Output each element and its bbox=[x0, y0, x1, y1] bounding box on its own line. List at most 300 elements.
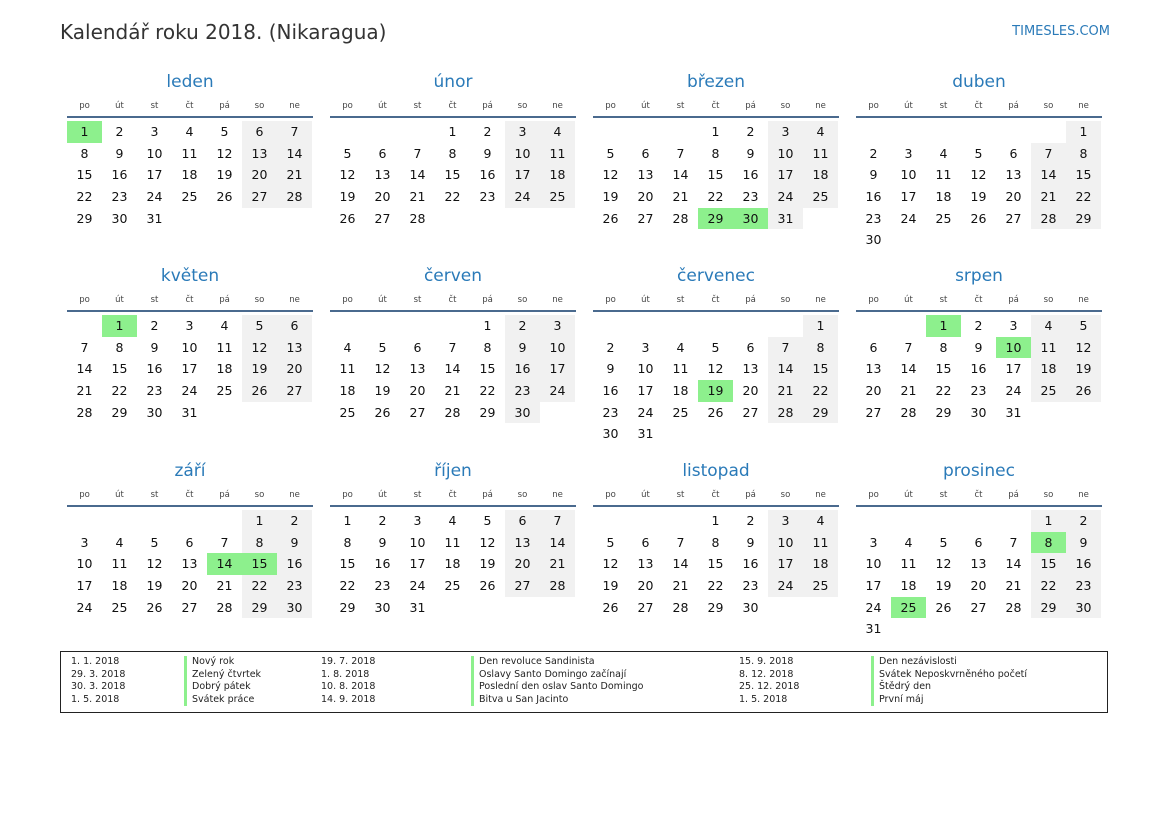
days-grid bbox=[856, 121, 1101, 251]
day-cell: 13 bbox=[970, 556, 987, 572]
day-cell: 30 bbox=[277, 597, 312, 619]
empty-cell bbox=[67, 510, 102, 532]
day-cell: 22 bbox=[479, 383, 496, 399]
day-cell: 30 bbox=[865, 232, 882, 248]
day-cell: 2 bbox=[150, 318, 159, 333]
holiday-day: 10 bbox=[996, 337, 1031, 359]
day-cell: 27 bbox=[637, 599, 654, 615]
day-cell: 6 bbox=[869, 339, 878, 355]
day-cell: 16 bbox=[602, 383, 619, 399]
day-cell: 14 bbox=[1031, 164, 1066, 186]
month-9 bbox=[67, 459, 313, 618]
legend-date: 15. 9. 2018 bbox=[739, 656, 794, 667]
day-cell: 6 bbox=[185, 534, 194, 550]
day-cell: 12 bbox=[216, 145, 233, 161]
day-cell: 31 bbox=[409, 599, 426, 615]
legend-date: 1. 8. 2018 bbox=[321, 668, 370, 680]
day-cell: 22 bbox=[707, 189, 724, 205]
weekday-label: so bbox=[780, 490, 791, 500]
day-cell: 20 bbox=[181, 578, 198, 594]
day-cell: 22 bbox=[1031, 575, 1066, 597]
month-name: srpen bbox=[955, 266, 1003, 286]
day-cell: 6 bbox=[746, 339, 755, 355]
day-cell: 4 bbox=[1031, 315, 1066, 337]
day-cell: 25 bbox=[935, 210, 952, 226]
day-cell: 4 bbox=[540, 121, 575, 143]
weekday-label: so bbox=[254, 101, 265, 111]
day-cell: 11 bbox=[216, 339, 233, 355]
day-cell: 19 bbox=[242, 358, 277, 380]
empty-cell bbox=[207, 510, 242, 532]
days-grid bbox=[856, 315, 1101, 423]
weekday-header bbox=[67, 292, 313, 312]
day-cell: 4 bbox=[185, 124, 194, 139]
day-cell: 6 bbox=[641, 534, 650, 550]
day-cell: 3 bbox=[80, 534, 89, 550]
day-cell: 5 bbox=[242, 315, 277, 337]
day-cell: 14 bbox=[768, 358, 803, 380]
day-cell: 22 bbox=[803, 380, 838, 402]
month-8 bbox=[856, 264, 1102, 423]
day-cell: 28 bbox=[768, 402, 803, 424]
day-cell: 21 bbox=[1031, 186, 1066, 208]
empty-cell bbox=[628, 315, 663, 337]
empty-cell bbox=[856, 315, 891, 337]
day-cell: 3 bbox=[768, 510, 803, 532]
day-cell: 28 bbox=[540, 575, 575, 597]
day-cell: 5 bbox=[150, 534, 159, 550]
empty-cell bbox=[1031, 121, 1066, 143]
day-cell: 6 bbox=[1009, 145, 1018, 161]
day-cell: 9 bbox=[746, 145, 755, 161]
day-cell: 13 bbox=[865, 361, 882, 377]
weekday-label: čt bbox=[185, 295, 194, 305]
weekday-header bbox=[593, 292, 839, 312]
empty-cell bbox=[663, 121, 698, 143]
days-grid bbox=[67, 121, 312, 229]
day-cell: 22 bbox=[111, 383, 128, 399]
legend-holiday-name: Svátek práce bbox=[192, 693, 255, 705]
day-cell: 8 bbox=[242, 532, 277, 554]
day-cell: 17 bbox=[540, 358, 575, 380]
day-cell: 26 bbox=[970, 210, 987, 226]
day-cell: 30 bbox=[970, 404, 987, 420]
day-cell: 21 bbox=[1005, 578, 1022, 594]
month-6 bbox=[330, 264, 576, 423]
day-cell: 12 bbox=[479, 534, 496, 550]
day-cell: 2 bbox=[378, 513, 387, 528]
day-cell: 21 bbox=[216, 578, 233, 594]
day-cell: 22 bbox=[1066, 186, 1101, 208]
day-cell: 27 bbox=[277, 380, 312, 402]
weekday-label: út bbox=[115, 490, 124, 500]
day-cell: 6 bbox=[242, 121, 277, 143]
day-cell: 18 bbox=[1031, 358, 1066, 380]
weekday-label: ne bbox=[289, 490, 300, 500]
day-cell: 24 bbox=[865, 599, 882, 615]
brand-link[interactable]: TIMESLES.COM bbox=[1012, 24, 1110, 39]
day-cell: 8 bbox=[483, 339, 492, 355]
day-cell: 31 bbox=[768, 208, 803, 230]
empty-cell bbox=[698, 315, 733, 337]
day-cell: 10 bbox=[146, 145, 163, 161]
day-cell: 6 bbox=[505, 510, 540, 532]
legend-holiday-name: Štědrý den bbox=[879, 681, 932, 692]
day-cell: 31 bbox=[637, 426, 654, 442]
day-cell: 6 bbox=[413, 339, 422, 355]
weekday-label: po bbox=[79, 490, 90, 500]
weekday-label: čt bbox=[185, 490, 194, 500]
day-cell: 26 bbox=[935, 599, 952, 615]
empty-cell bbox=[996, 121, 1031, 143]
day-cell: 18 bbox=[900, 578, 917, 594]
day-cell: 1 bbox=[483, 318, 492, 333]
weekday-header bbox=[330, 98, 576, 118]
empty-cell bbox=[593, 510, 628, 532]
weekday-label: so bbox=[1043, 295, 1054, 305]
day-cell: 2 bbox=[1066, 510, 1101, 532]
day-cell: 19 bbox=[602, 189, 619, 205]
day-cell: 6 bbox=[974, 534, 983, 550]
day-cell: 20 bbox=[637, 578, 654, 594]
day-cell: 30 bbox=[146, 404, 163, 420]
empty-cell bbox=[891, 315, 926, 337]
day-cell: 18 bbox=[540, 164, 575, 186]
weekday-label: pá bbox=[1008, 101, 1019, 111]
day-cell: 3 bbox=[641, 339, 650, 355]
day-cell: 24 bbox=[76, 599, 93, 615]
day-cell: 9 bbox=[1066, 532, 1101, 554]
day-cell: 25 bbox=[181, 189, 198, 205]
day-cell: 24 bbox=[540, 380, 575, 402]
day-cell: 22 bbox=[339, 578, 356, 594]
legend-holiday-name: Den nezávislosti bbox=[879, 656, 957, 667]
day-cell: 20 bbox=[505, 553, 540, 575]
day-cell: 7 bbox=[80, 339, 89, 355]
weekday-label: pá bbox=[1008, 490, 1019, 500]
weekday-header bbox=[67, 487, 313, 507]
weekday-label: ne bbox=[552, 490, 563, 500]
day-cell: 9 bbox=[150, 339, 159, 355]
day-cell: 2 bbox=[505, 315, 540, 337]
day-cell: 30 bbox=[505, 402, 540, 424]
weekday-label: st bbox=[413, 490, 422, 500]
holiday-day: 1 bbox=[102, 315, 137, 337]
day-cell: 14 bbox=[409, 167, 426, 183]
day-cell: 2 bbox=[606, 339, 615, 355]
weekday-label: po bbox=[605, 295, 616, 305]
month-5 bbox=[67, 264, 313, 423]
weekday-label: po bbox=[868, 101, 879, 111]
weekday-label: pá bbox=[745, 490, 756, 500]
day-cell: 9 bbox=[378, 534, 387, 550]
holiday-day: 15 bbox=[242, 553, 277, 575]
day-cell: 22 bbox=[707, 578, 724, 594]
month-name: duben bbox=[952, 72, 1006, 92]
empty-cell bbox=[102, 510, 137, 532]
day-cell: 11 bbox=[672, 361, 689, 377]
day-cell: 9 bbox=[606, 361, 615, 377]
weekday-label: ne bbox=[815, 295, 826, 305]
day-cell: 23 bbox=[742, 578, 759, 594]
day-cell: 1 bbox=[711, 513, 720, 528]
weekday-label: pá bbox=[482, 295, 493, 305]
day-cell: 28 bbox=[277, 186, 312, 208]
day-cell: 26 bbox=[602, 210, 619, 226]
empty-cell bbox=[996, 510, 1031, 532]
day-cell: 20 bbox=[1005, 189, 1022, 205]
day-cell: 16 bbox=[970, 361, 987, 377]
empty-cell bbox=[365, 121, 400, 143]
day-cell: 21 bbox=[444, 383, 461, 399]
day-cell: 4 bbox=[220, 318, 229, 333]
weekday-label: út bbox=[378, 490, 387, 500]
day-cell: 13 bbox=[505, 532, 540, 554]
weekday-label: so bbox=[254, 490, 265, 500]
month-name: červenec bbox=[677, 266, 755, 286]
weekday-label: čt bbox=[185, 101, 194, 111]
legend-holiday-name: Svátek Neposkvrněného početí bbox=[879, 668, 1028, 680]
weekday-label: st bbox=[939, 490, 948, 500]
weekday-label: po bbox=[868, 490, 879, 500]
weekday-label: st bbox=[676, 490, 685, 500]
legend-dates-col bbox=[321, 656, 375, 706]
day-cell: 8 bbox=[448, 145, 457, 161]
day-cell: 14 bbox=[900, 361, 917, 377]
legend-dates-col bbox=[739, 656, 799, 706]
weekday-label: čt bbox=[448, 295, 457, 305]
day-cell: 7 bbox=[1031, 143, 1066, 165]
weekday-label: pá bbox=[219, 490, 230, 500]
day-cell: 29 bbox=[242, 597, 277, 619]
weekday-label: út bbox=[115, 101, 124, 111]
day-cell: 29 bbox=[935, 404, 952, 420]
day-cell: 29 bbox=[803, 402, 838, 424]
day-cell: 26 bbox=[374, 404, 391, 420]
day-cell: 2 bbox=[746, 124, 755, 139]
day-cell: 26 bbox=[479, 578, 496, 594]
day-cell: 20 bbox=[277, 358, 312, 380]
weekday-label: pá bbox=[219, 295, 230, 305]
empty-cell bbox=[365, 315, 400, 337]
day-cell: 14 bbox=[1005, 556, 1022, 572]
legend-names-col bbox=[871, 656, 1027, 706]
empty-cell bbox=[330, 315, 365, 337]
weekday-label: ne bbox=[289, 295, 300, 305]
day-cell: 10 bbox=[637, 361, 654, 377]
day-cell: 17 bbox=[768, 553, 803, 575]
weekday-label: čt bbox=[711, 490, 720, 500]
legend-date: 30. 3. 2018 bbox=[71, 681, 126, 692]
day-cell: 24 bbox=[768, 186, 803, 208]
holiday-day: 29 bbox=[698, 208, 733, 230]
month-12 bbox=[856, 459, 1102, 640]
day-cell: 10 bbox=[768, 532, 803, 554]
day-cell: 16 bbox=[865, 189, 882, 205]
legend-date: 25. 12. 2018 bbox=[739, 681, 800, 692]
day-cell: 5 bbox=[483, 513, 492, 528]
day-cell: 25 bbox=[803, 186, 838, 208]
month-7 bbox=[593, 264, 839, 445]
day-cell: 5 bbox=[378, 339, 387, 355]
day-cell: 14 bbox=[540, 532, 575, 554]
month-name: květen bbox=[160, 266, 220, 286]
weekday-label: po bbox=[79, 295, 90, 305]
day-cell: 14 bbox=[277, 143, 312, 165]
day-cell: 10 bbox=[409, 534, 426, 550]
day-cell: 26 bbox=[602, 599, 619, 615]
weekday-label: út bbox=[378, 101, 387, 111]
day-cell: 7 bbox=[277, 121, 312, 143]
day-cell: 27 bbox=[409, 404, 426, 420]
day-cell: 15 bbox=[803, 358, 838, 380]
day-cell: 13 bbox=[409, 361, 426, 377]
weekday-label: čt bbox=[974, 490, 983, 500]
weekday-label: pá bbox=[1008, 295, 1019, 305]
weekday-label: čt bbox=[974, 101, 983, 111]
day-cell: 25 bbox=[111, 599, 128, 615]
day-cell: 15 bbox=[479, 361, 496, 377]
day-cell: 1 bbox=[343, 513, 352, 528]
legend-holiday-name: Dobrý pátek bbox=[192, 681, 251, 692]
day-cell: 22 bbox=[935, 383, 952, 399]
weekday-header bbox=[856, 98, 1102, 118]
weekday-label: ne bbox=[289, 101, 300, 111]
day-cell: 1 bbox=[1066, 121, 1101, 143]
holiday-day: 8 bbox=[1031, 532, 1066, 554]
day-cell: 5 bbox=[1066, 315, 1101, 337]
weekday-label: ne bbox=[552, 101, 563, 111]
empty-cell bbox=[768, 315, 803, 337]
day-cell: 13 bbox=[1005, 167, 1022, 183]
day-cell: 8 bbox=[1066, 143, 1101, 165]
empty-cell bbox=[435, 315, 470, 337]
day-cell: 8 bbox=[711, 145, 720, 161]
empty-cell bbox=[400, 315, 435, 337]
weekday-label: čt bbox=[711, 101, 720, 111]
day-cell: 20 bbox=[409, 383, 426, 399]
day-cell: 2 bbox=[869, 145, 878, 161]
day-cell: 21 bbox=[900, 383, 917, 399]
day-cell: 18 bbox=[672, 383, 689, 399]
day-cell: 28 bbox=[672, 210, 689, 226]
day-cell: 29 bbox=[1066, 208, 1101, 230]
day-cell: 19 bbox=[479, 556, 496, 572]
month-11 bbox=[593, 459, 839, 618]
day-cell: 11 bbox=[181, 145, 198, 161]
day-cell: 24 bbox=[900, 210, 917, 226]
day-cell: 24 bbox=[637, 404, 654, 420]
day-cell: 30 bbox=[602, 426, 619, 442]
weekday-label: út bbox=[641, 295, 650, 305]
legend-date: 1. 5. 2018 bbox=[739, 693, 788, 705]
day-cell: 30 bbox=[742, 599, 759, 615]
day-cell: 3 bbox=[540, 315, 575, 337]
empty-cell bbox=[961, 121, 996, 143]
weekday-label: čt bbox=[711, 295, 720, 305]
day-cell: 16 bbox=[479, 167, 496, 183]
day-cell: 12 bbox=[339, 167, 356, 183]
day-cell: 20 bbox=[865, 383, 882, 399]
day-cell: 21 bbox=[540, 553, 575, 575]
day-cell: 20 bbox=[242, 164, 277, 186]
day-cell: 4 bbox=[939, 145, 948, 161]
day-cell: 28 bbox=[672, 599, 689, 615]
day-cell: 10 bbox=[505, 143, 540, 165]
day-cell: 25 bbox=[672, 404, 689, 420]
day-cell: 4 bbox=[676, 339, 685, 355]
day-cell: 19 bbox=[216, 167, 233, 183]
day-cell: 27 bbox=[970, 599, 987, 615]
day-cell: 29 bbox=[111, 404, 128, 420]
day-cell: 21 bbox=[277, 164, 312, 186]
day-cell: 12 bbox=[602, 167, 619, 183]
month-10 bbox=[330, 459, 576, 618]
day-cell: 12 bbox=[707, 361, 724, 377]
day-cell: 12 bbox=[242, 337, 277, 359]
empty-cell bbox=[400, 121, 435, 143]
day-cell: 24 bbox=[768, 575, 803, 597]
month-3 bbox=[593, 70, 839, 229]
empty-cell bbox=[891, 121, 926, 143]
holiday-day: 1 bbox=[67, 121, 102, 143]
empty-cell bbox=[137, 510, 172, 532]
day-cell: 13 bbox=[181, 556, 198, 572]
weekday-header bbox=[856, 487, 1102, 507]
day-cell: 31 bbox=[146, 210, 163, 226]
day-cell: 17 bbox=[181, 361, 198, 377]
legend-holiday-name: Nový rok bbox=[192, 656, 235, 667]
weekday-label: so bbox=[1043, 101, 1054, 111]
day-cell: 2 bbox=[974, 318, 983, 333]
day-cell: 24 bbox=[146, 189, 163, 205]
day-cell: 23 bbox=[1066, 575, 1101, 597]
day-cell: 25 bbox=[216, 383, 233, 399]
day-cell: 24 bbox=[181, 383, 198, 399]
day-cell: 11 bbox=[339, 361, 356, 377]
day-cell: 11 bbox=[803, 143, 838, 165]
month-1 bbox=[67, 70, 313, 229]
day-cell: 26 bbox=[146, 599, 163, 615]
weekday-label: út bbox=[641, 490, 650, 500]
day-cell: 11 bbox=[900, 556, 917, 572]
day-cell: 3 bbox=[904, 145, 913, 161]
day-cell: 2 bbox=[115, 124, 124, 139]
day-cell: 13 bbox=[637, 556, 654, 572]
empty-cell bbox=[67, 315, 102, 337]
day-cell: 9 bbox=[505, 337, 540, 359]
legend-holiday-name: První máj bbox=[879, 693, 924, 705]
day-cell: 23 bbox=[146, 383, 163, 399]
weekday-label: po bbox=[342, 295, 353, 305]
day-cell: 10 bbox=[540, 337, 575, 359]
day-cell: 17 bbox=[865, 578, 882, 594]
day-cell: 15 bbox=[1031, 553, 1066, 575]
day-cell: 7 bbox=[1009, 534, 1018, 550]
weekday-label: st bbox=[150, 101, 159, 111]
day-cell: 8 bbox=[803, 337, 838, 359]
day-cell: 18 bbox=[181, 167, 198, 183]
day-cell: 13 bbox=[242, 143, 277, 165]
day-cell: 19 bbox=[970, 189, 987, 205]
day-cell: 3 bbox=[150, 124, 159, 139]
weekday-label: čt bbox=[448, 101, 457, 111]
day-cell: 4 bbox=[343, 339, 352, 355]
day-cell: 30 bbox=[111, 210, 128, 226]
day-cell: 31 bbox=[181, 404, 198, 420]
day-cell: 23 bbox=[742, 189, 759, 205]
weekday-label: so bbox=[517, 295, 528, 305]
